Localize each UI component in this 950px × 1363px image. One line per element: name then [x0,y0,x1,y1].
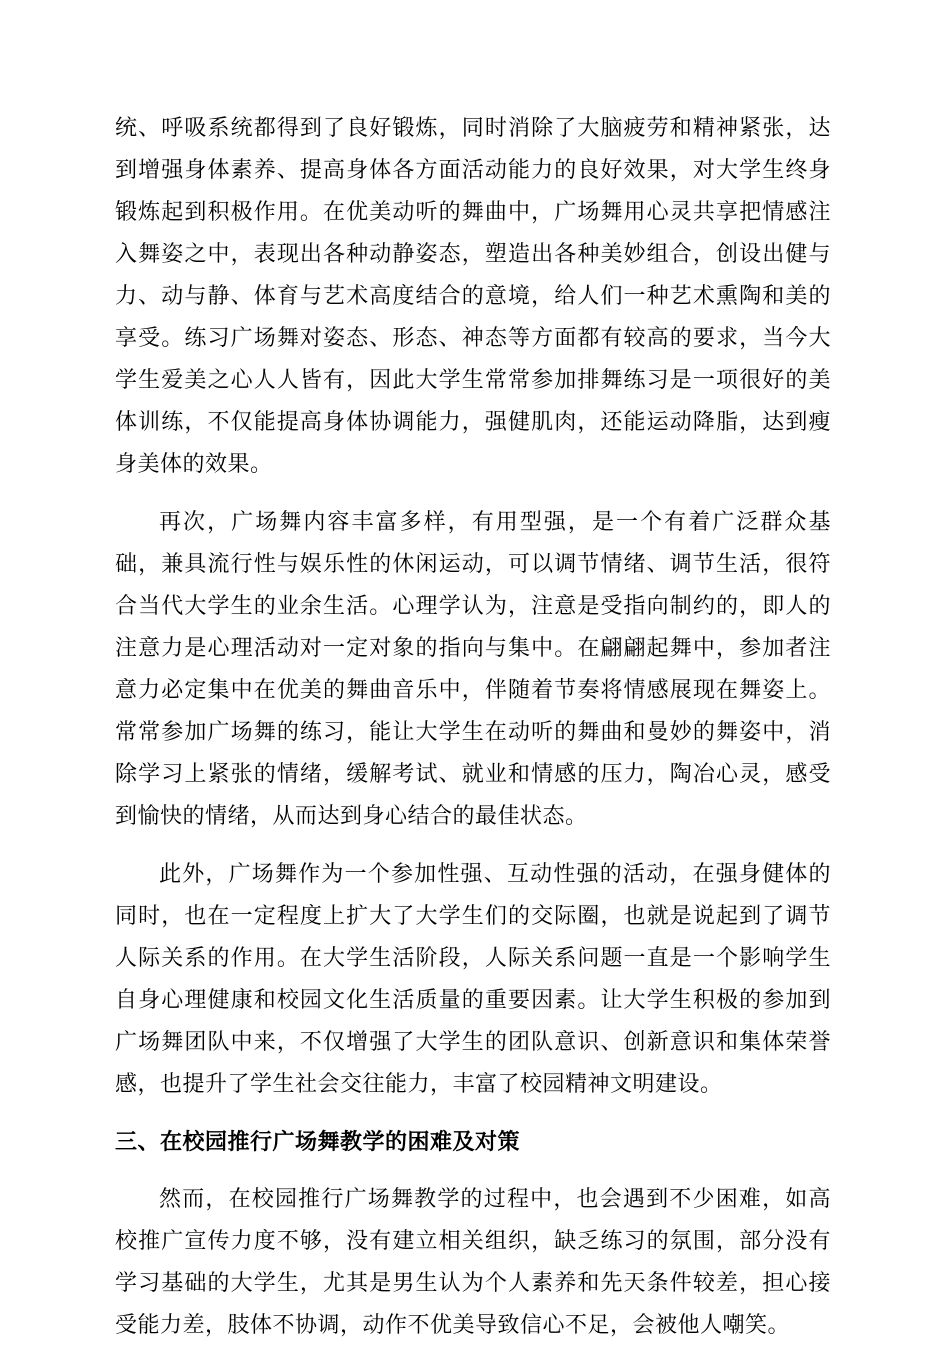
section-heading: 三、在校园推行广场舞教学的困难及对策 [115,1130,521,1155]
paragraph-recreation: 再次，广场舞内容丰富多样，有用型强，是一个有着广泛群众基础，兼具流行性与娱乐性的休闲运动，可以调节情绪、调节生活，很符合当代大学生的业余生活。心理学认为，注意是受指向制约的，即人的注意力是心理活动对一定对象的指向与集中。在翩翩起舞中，参加者注意力必定集中在优美的舞曲音乐中，伴随着节奏将情感展现在舞姿上。常常参加广场舞的练习，能让大学生在动听的舞曲和曼妙的舞姿中，消除学习上紧张的情绪，缓解考试、就业和情感的压力，陶冶心灵，感受到愉快的情绪，从而达到身心结合的最佳状态。 [115,510,831,829]
document-body [115,108,831,1363]
paragraph-difficulties: 然而，在校园推行广场舞教学的过程中，也会遇到不少困难，如高校推广宣传力度不够，没有建立相关组织，缺乏练习的氛围，部分没有学习基础的大学生，尤其是男生认为个人素养和先天条件较差，担心接受能力差，肢体不协调，动作不优美导致信心不足，会被他人嘲笑。 [115,1187,831,1338]
paragraph-social: 此外，广场舞作为一个参加性强、互动性强的活动，在强身健体的同时，也在一定程度上扩大了大学生们的交际圈，也就是说起到了调节人际关系的作用。在大学生活阶段，人际关系问题一直是一个影响学生自身心理健康和校园文化生活质量的重要因素。让大学生积极的参加到广场舞团队中来，不仅增强了大学生的团队意识、创新意识和集体荣誉感，也提升了学生社会交往能力，丰富了校园精神文明建设。 [115,862,831,1097]
paragraph-continuation: 统、呼吸系统都得到了良好锻炼，同时消除了大脑疲劳和精神紧张，达到增强身体素养、提高身体各方面活动能力的良好效果，对大学生终身锻炼起到积极作用。在优美动听的舞曲中，广场舞用心灵共享把情感注入舞姿之中，表现出各种动静姿态，塑造出各种美妙组合，创设出健与力、动与静、体育与艺术高度结合的意境，给人们一种艺术熏陶和美的享受。练习广场舞对姿态、形态、神态等方面都有较高的要求，当今大学生爱美之心人人皆有，因此大学生常常参加排舞练习是一项很好的美体训练，不仅能提高身体协调能力，强健肌肉，还能运动降脂，达到瘦身美体的效果。 [115,116,831,477]
